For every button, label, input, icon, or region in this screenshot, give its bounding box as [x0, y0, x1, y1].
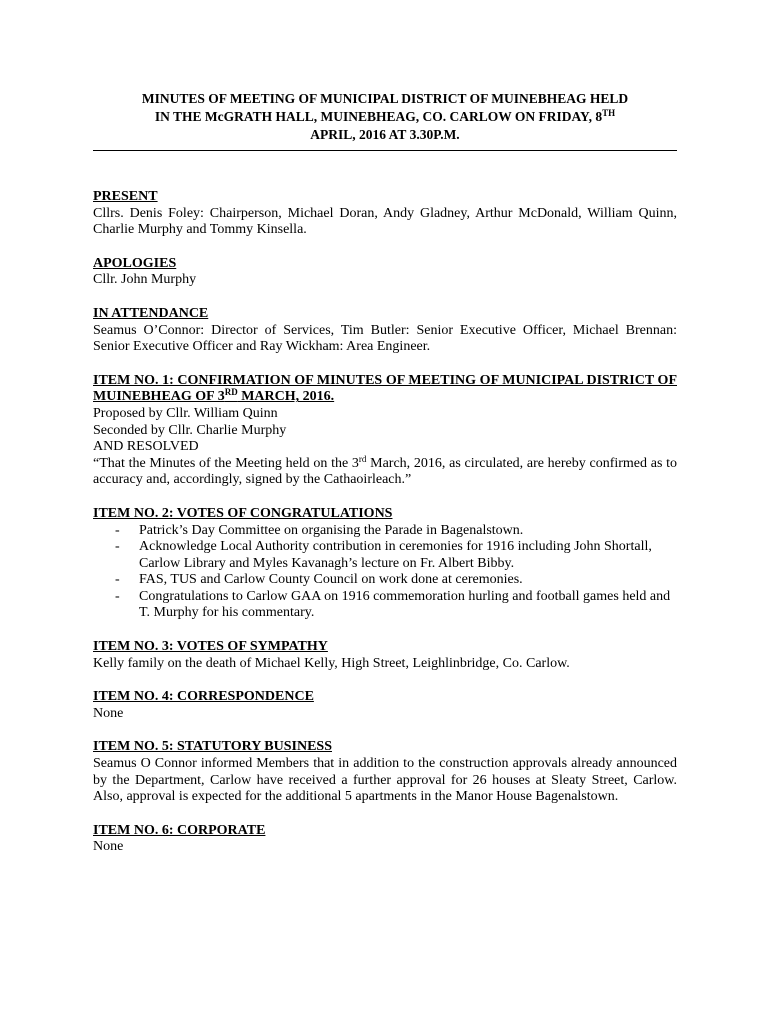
item-2-heading: ITEM NO. 2: VOTES OF CONGRATULATIONS	[93, 505, 393, 521]
bullet-dash: -	[115, 522, 120, 538]
item-1-resolution-quote	[93, 453, 677, 489]
title-line-1: MINUTES OF MEETING OF MUNICIPAL DISTRICT OF MUINEBHEAG HELD	[141, 91, 629, 106]
item-3-text: Kelly family on the death of Michael Kelly, High Street, Leighlinbridge, Co. Carlow.	[93, 655, 570, 671]
apologies-text: Cllr. John Murphy	[93, 272, 197, 288]
title-line-2-superscript: TH	[602, 108, 616, 118]
list-item-text: Patrick’s Day Committee on organising the Parade in Bagenalstown.	[139, 522, 524, 538]
item-4-text: None	[93, 705, 124, 721]
item-1-section	[93, 373, 677, 489]
present-section	[93, 189, 677, 239]
item-1-quote-superscript: rd	[358, 453, 367, 464]
item-6-text: None	[93, 839, 124, 855]
bullet-dash: -	[115, 588, 120, 604]
item-5-text: Seamus O Connor informed Members that in addition to the construction approvals already announced by the Department, Carlow have received a further approval for 26 houses at Sleaty Street, Carlow. Also, approval is expected for the additional 5 apartments in the Manor House Bagenalstown.	[93, 756, 677, 805]
attendance-heading: IN ATTENDANCE	[93, 305, 209, 321]
item-5-heading: ITEM NO. 5: STATUTORY BUSINESS	[93, 739, 332, 755]
item-4-heading: ITEM NO. 4: CORRESPONDENCE	[93, 689, 314, 705]
document-title	[93, 90, 677, 144]
item-5-section	[93, 739, 677, 805]
item-1-heading-tail: MARCH, 2016.	[237, 389, 335, 405]
present-text: Cllrs. Denis Foley: Chairperson, Michael Doran, Andy Gladney, Arthur McDonald, William Quinn, Charlie Murphy and Tommy Kinsella.	[93, 205, 677, 238]
item-1-heading-superscript: RD	[224, 387, 238, 398]
item-3-heading: ITEM NO. 3: VOTES OF SYMPATHY	[93, 639, 328, 655]
attendance-text: Seamus O’Connor: Director of Services, Tim Butler: Senior Executive Officer, Michael Brennan: Senior Executive Officer and Ray Wickham: Area Engineer.	[93, 322, 677, 355]
attendance-section	[93, 306, 677, 356]
item-1-quote-tail: March, 2016, as circulated, are hereby confirmed as to accuracy and, accordingly, signed by the Cathaoirleach.”	[93, 455, 677, 488]
item-1-seconded: Seconded by Cllr. Charlie Murphy	[93, 422, 287, 438]
list-item	[93, 572, 677, 589]
minutes-body	[93, 189, 677, 873]
item-1-heading-text: ITEM NO. 1: CONFIRMATION OF MINUTES OF MEETING OF MUNICIPAL DISTRICT OF MUINEBHEAG OF 3	[93, 372, 677, 405]
item-1-quote-text: “That the Minutes of the Meeting held on the 3	[93, 455, 359, 471]
title-line-2	[93, 108, 677, 126]
item-3-section	[93, 639, 677, 672]
list-item	[93, 539, 677, 572]
item-1-proposed: Proposed by Cllr. William Quinn	[93, 405, 278, 421]
item-1-heading	[93, 373, 677, 406]
item-6-section	[93, 823, 677, 856]
item-4-section	[93, 689, 677, 722]
list-item-text: FAS, TUS and Carlow County Council on work done at ceremonies.	[139, 572, 523, 588]
item-2-section	[93, 506, 677, 622]
list-item-text: Acknowledge Local Authority contribution in ceremonies for 1916 including John Shortall, Carlow Library and Myles Kavanagh’s lecture on Fr. Albert Bibby.	[139, 539, 652, 571]
list-item	[93, 523, 677, 540]
apologies-section	[93, 256, 677, 289]
title-line-2-text: IN THE McGRATH HALL, MUINEBHEAG, CO. CARLOW ON FRIDAY, 8	[154, 109, 603, 124]
item-1-resolved: AND RESOLVED	[93, 439, 199, 455]
list-item	[93, 589, 677, 622]
title-divider	[93, 150, 677, 151]
item-6-heading: ITEM NO. 6: CORPORATE	[93, 822, 266, 838]
congratulations-list	[93, 523, 677, 623]
present-heading: PRESENT	[93, 189, 158, 204]
bullet-dash: -	[115, 572, 120, 588]
list-item-text: Congratulations to Carlow GAA on 1916 commemoration hurling and football games held and T. Murphy for his commentary.	[139, 588, 671, 621]
title-line-3: APRIL, 2016 AT 3.30P.M.	[310, 127, 460, 142]
bullet-dash: -	[115, 539, 120, 555]
apologies-heading: APOLOGIES	[93, 255, 177, 271]
